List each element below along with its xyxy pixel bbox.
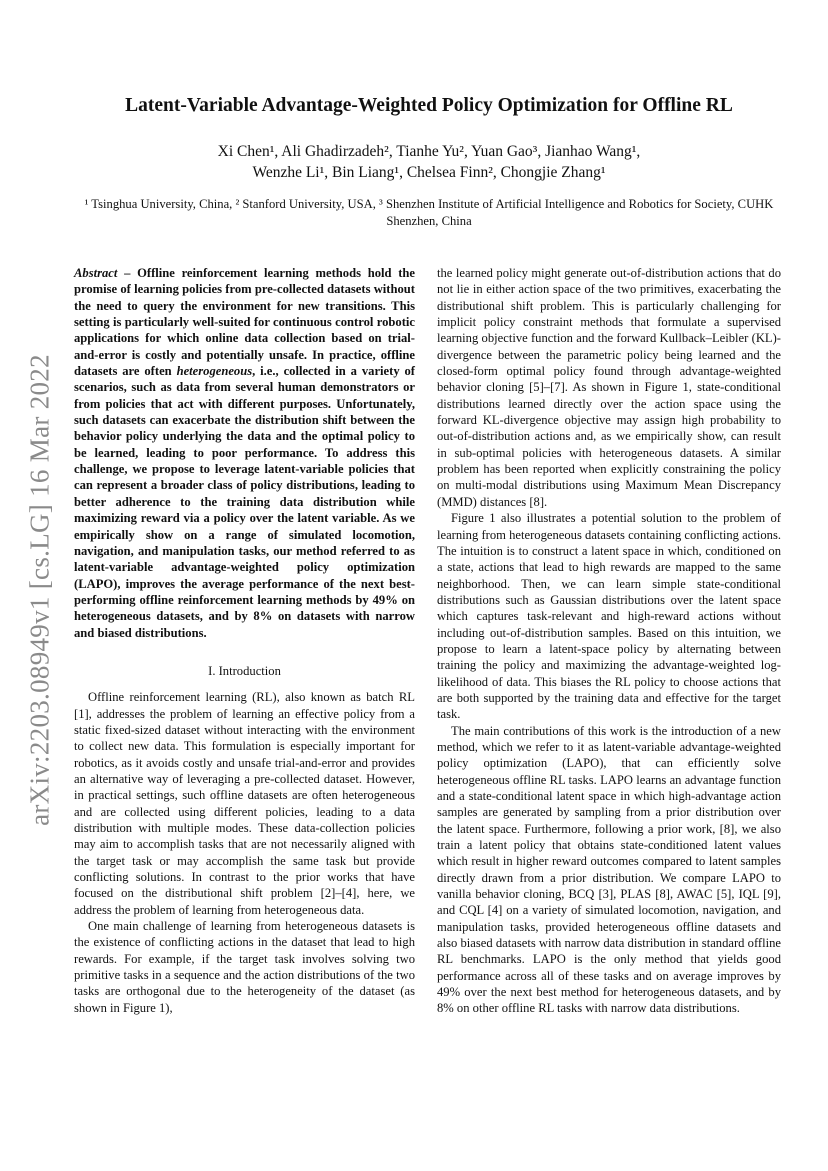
section-heading: I. Introduction bbox=[208, 663, 281, 678]
right-column bbox=[437, 265, 781, 1017]
intro-paragraph-2: One main challenge of learning from heterogeneous datasets is the existence of conflicting actions in the dataset that lead to high rewards. For example, if the target task involves solving two primitive tasks in a sequence and the action distributions of the two tasks are orthogonal due to the heterogeneity of the dataset (as shown in Figure 1), bbox=[74, 919, 415, 1015]
arxiv-id: arXiv:2203.08949v1 [cs.LG] 16 Mar 2022 bbox=[24, 354, 55, 826]
right-paragraph-3: The main contributions of this work is the introduction of a new method, which we refer to it as latent-variable advantage-weighted policy optimization (LAPO), that can efficiently solve heterogeneous offline RL tasks. LAPO learns an advantage function and a state-conditional latent space in which high-advantage action samples are generated by sampling from a prior distribution over the latent space. Furthermore, following a prior work, [8], we also train a latent policy that obtains state-conditioned latent values which result in higher reward outcomes compared to latent samples directly drawn from a prior distribution. We compare LAPO to vanilla behavior cloning, BCQ [3], PLAS [8], AWAC [5], IQL [9], and CQL [4] on a variety of simulated locomotion, navigation, and manipulation tasks, provided heterogeneous offline datasets and also biased datasets with narrow data distribution in standard offline RL benchmarks. LAPO is the only method that yields good performance across all of these tasks and on average improves by 49% over the next best method for heterogeneous datasets, and by 8% on other offline RL tasks with narrow data distributions. bbox=[437, 723, 781, 1016]
abstract-text-2: , i.e., collected in a variety of scenarios, such as data from several human demonstrators or from policies that act with different purposes. Unfortunately, such datasets can exacerbate the distribution shift between the behavior policy underlying the data and the optimal policy to be learned, leading to poor performance. To address this challenge, we propose to leverage latent-variable policies that can represent a broader class of policy distributions, leading to better adherence to the training data distribution while maximizing reward via a policy over the latent variable. As we empirically show on a range of simulated locomotion, navigation, and manipulation tasks, our method referred to as latent-variable advantage-weighted policy optimization (LAPO), improves the average performance of the next best-performing offline reinforcement learning methods by 49% on heterogeneous datasets, and by 8% on datasets with narrow and biased distributions. bbox=[74, 364, 415, 640]
abstract-text-1: – Offline reinforcement learning methods hold the promise of learning policies from pre-collected datasets without the need to query the environment for new transitions. This setting is particularly well-suited for continuous control robotic applications for which online data collection based on trial-and-error is costly and potentially unsafe. In practice, offline datasets are often bbox=[74, 266, 415, 379]
abstract bbox=[74, 265, 415, 641]
left-column bbox=[74, 265, 415, 1016]
author-list bbox=[90, 141, 768, 183]
affiliations: ¹ Tsinghua University, China, ² Stanford University, USA, ³ Shenzhen Institute of Artificial Intelligence and Robotics for Society, CUHK Shenzhen, China bbox=[84, 197, 774, 228]
right-paragraph-2: Figure 1 also illustrates a potential solution to the problem of learning from heterogeneous datasets containing conflicting actions. The intuition is to construct a latent space in which, conditioned on a state, actions that lead to high rewards are mapped to the same neighborhood. Then, we can learn simple state-conditional distributions such as Gaussian distributions over the latent space which captures task-relevant and high-reward actions without including out-of-distribution samples. Based on this intuition, we propose to learn a latent-space policy by alternating between training the policy and maximizing the advantage-weighted log-likelihood of data. This biases the RL policy to choose actions that are both supported by the training data and effective for the target task. bbox=[437, 511, 781, 722]
arxiv-sidebar bbox=[20, 330, 60, 850]
abstract-label: Abstract bbox=[74, 266, 118, 280]
authors-line-2: Wenzhe Li¹, Bin Liang¹, Chelsea Finn², Chongjie Zhang¹ bbox=[252, 164, 606, 181]
paper-title: Latent-Variable Advantage-Weighted Policy Optimization for Offline RL bbox=[125, 95, 733, 116]
abstract-emphasis: heterogeneous bbox=[176, 364, 253, 379]
right-paragraph-1: the learned policy might generate out-of-distribution actions that do not lie in either action space of the two primitives, exacerbating the distributional shift problem. This is particularly challenging for implicit policy constraint methods that formulate a supervised learning objective function and the forward Kullback–Leibler (KL)-divergence between the parametric policy being learned and the closed-form optimal policy found through advantage-weighted behavior cloning [5]–[7]. As shown in Figure 1, state-conditional distributions learned directly over the action space using the forward KL-divergence objective may assign high probability to out-of-distribution actions and, as we empirically show, can result in sub-optimal policies with heterogeneous datasets. A similar problem has been reported when explicitly constraining the policy on multi-modal distributions using Maximum Mean Discrepancy (MMD) distances [8]. bbox=[437, 266, 781, 509]
intro-paragraph-1: Offline reinforcement learning (RL), also known as batch RL [1], addresses the problem of learning an effective policy from a static fixed-sized dataset without interacting with the environment to collect new data. This formulation is especially important for robotics, as it avoids costly and unsafe trial-and-error and provides an alternative way of leveraging a pre-collected dataset. However, in practical settings, such offline datasets are often heterogeneous and are collected using different policies, leading to a data distribution with multiple modes. These data-collection policies may aim to accomplish tasks that are not necessarily aligned with the target task or may accomplish the same task but provide conflicting solutions. In contrast to the prior works that have focused on the distributional shift problem [2]–[4], here, we address the problem of learning from heterogeneous data. bbox=[74, 690, 415, 917]
authors-line-1: Xi Chen¹, Ali Ghadirzadeh², Tianhe Yu², Yuan Gao³, Jianhao Wang¹, bbox=[217, 143, 641, 160]
